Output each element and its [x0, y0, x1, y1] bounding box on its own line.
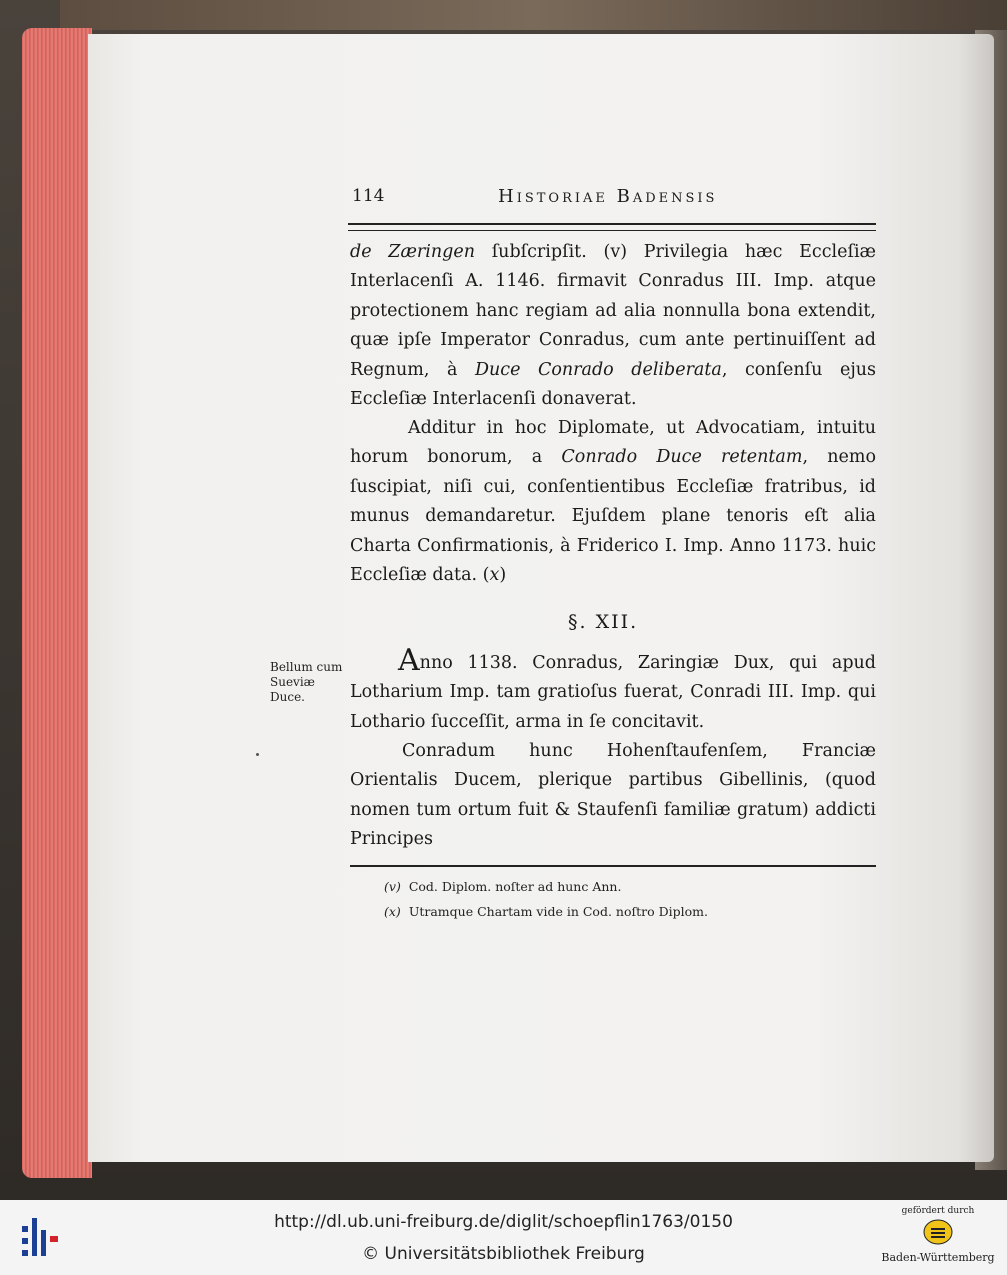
viewer-footer — [0, 1200, 1007, 1275]
footnote — [384, 904, 708, 919]
funder-badge — [880, 1206, 996, 1272]
footnote-mark: (x) — [384, 904, 401, 919]
italic-text: Duce Conrado deliberata — [474, 359, 722, 380]
funder-label: gefördert durch — [901, 1206, 975, 1216]
footnote-mark: (v) — [384, 879, 401, 894]
paragraph-3 — [350, 643, 876, 737]
italic-text: de Zæringen — [350, 242, 475, 262]
ink-speck — [256, 753, 259, 756]
body-text: , conſenſu ejus Eccleſiæ Interlacenſi donaverat. — [350, 359, 876, 410]
body-text: ſubſcripſit. (v) Privilegia hæc Eccleſiæ Interlacenſi A. 1146. firmavit Conradus III. Imp. atque protectionem hanc regiam ad alia nonnulla bona extendit, quæ ipſe Imperator Conradus, cum ante pertinuiſſent ad Regnum, à — [350, 242, 876, 380]
copyright-notice: © Universitätsbibliothek Freiburg — [362, 1244, 645, 1264]
body-text: , nemo ſuscipiat, niſi cui, conſentientibus Eccleſiæ fratribus, id munus demandaretur. Ejuſdem plane tenoris eſt alia Charta Confirmationis, à Friderico I. Imp. Anno 1173. huic Eccleſiæ data. ( — [350, 447, 876, 586]
page-number: 114 — [352, 186, 385, 206]
drop-initial: A — [398, 643, 420, 678]
page-edges — [22, 28, 92, 1178]
italic-text: Conrado Duce retentam — [561, 447, 803, 468]
body-text: Additur in hoc Diplomate, ut Advocatiam, intuitu horum bonorum, a — [350, 418, 876, 468]
paragraph-2 — [350, 414, 876, 590]
body-text: nno 1138. Conradus, Zaringiæ Dux, qui apud Lotharium Imp. tam gratioſus fuerat, Conradi III. Imp. qui Lothario ſucceſſit, arma in ſe concitavit. — [350, 653, 876, 732]
header-rule-thin — [348, 230, 876, 231]
footnote-text: Cod. Diplom. noſter ad hunc Ann. — [408, 879, 622, 894]
running-title: Historiae Badensis — [498, 186, 718, 207]
paragraph-4 — [350, 737, 876, 855]
document-url[interactable]: http://dl.ub.uni-freiburg.de/diglit/schoepflin1763/0150 — [274, 1212, 733, 1232]
funder-name: Baden-Württemberg — [881, 1251, 995, 1264]
margin-note: Bellum cum Sueviæ Duce. — [270, 660, 343, 704]
section-heading: §. XII. — [568, 611, 639, 633]
baden-wuerttemberg-crest-icon — [923, 1219, 953, 1245]
body-text: ) — [499, 565, 507, 586]
header-rule — [348, 223, 876, 225]
italic-text: x — [489, 565, 500, 586]
footnote-rule — [350, 865, 876, 867]
footnote-text: Utramque Chartam vide in Cod. noſtro Diplom. — [408, 904, 708, 919]
footnote — [384, 879, 621, 894]
paragraph-1 — [350, 238, 876, 414]
body-text: Conradum hunc Hohenſtaufenſem, Franciæ Orientalis Ducem, plerique partibus Gibellinis, (quod nomen tum ortum fuit & Staufenſi familiæ gratum) addicti Principes — [350, 741, 876, 850]
book-cover-top — [60, 0, 1007, 30]
